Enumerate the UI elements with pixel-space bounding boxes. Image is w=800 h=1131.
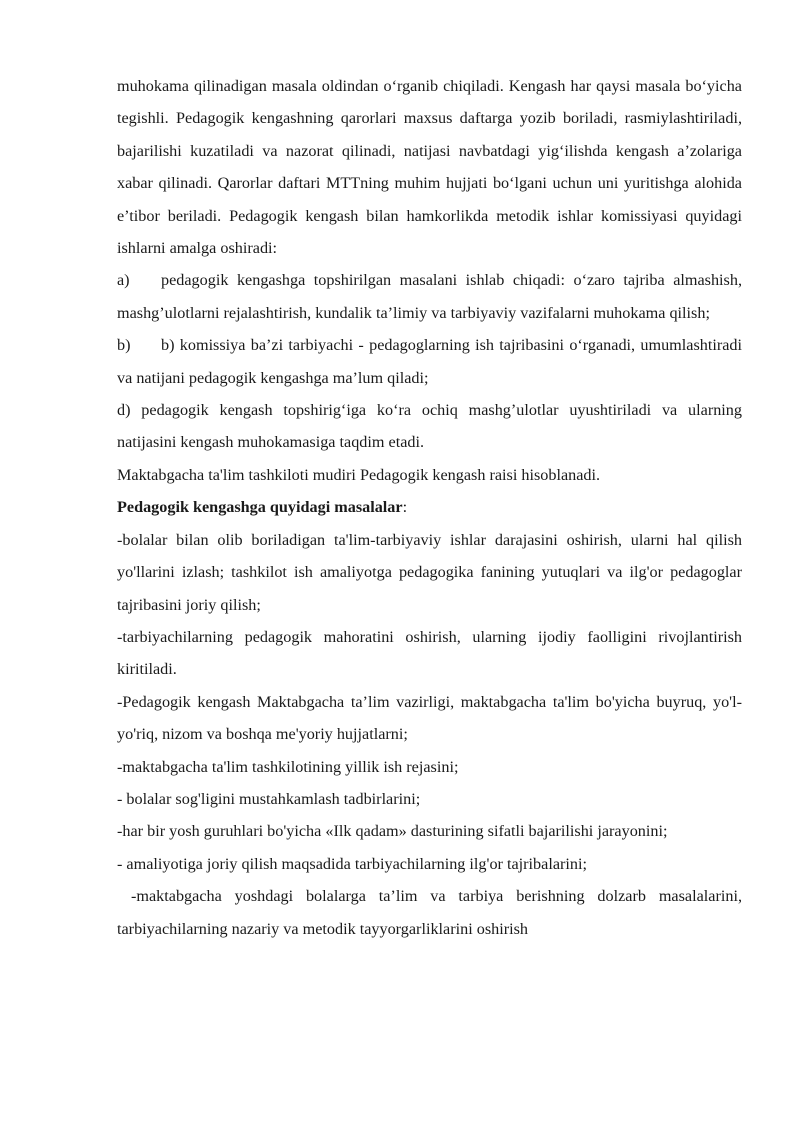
- list-item: -bolalar bilan olib boriladigan ta'lim-tarbiyaviy ishlar darajasini oshirish, ularni hal qilish yo'llarini izlash; tashkilot ish amaliyotga pedagogika fanining yutuqlari va ilg'or pedagoglar tajribasini joriy qilish;: [117, 530, 742, 614]
- list-item: - amaliyotiga joriy qilish maqsadida tarbiyachilarning ilg'or tajribalarini;: [117, 854, 587, 873]
- list-item: -tarbiyachilarning pedagogik mahoratini oshirish, ularning ijodiy faolligini rivojlantirish kiritiladi.: [117, 627, 742, 679]
- document-page: [117, 70, 742, 945]
- final-paragraph: -maktabgacha yoshdagi bolalarga ta’lim va tarbiya berishning dolzarb masalalarini, tarbiyachilarning nazariy va metodik tayyorgarliklarini oshirish: [117, 887, 742, 938]
- list-item: -Pedagogik kengash Maktabgacha ta’lim vazirligi, maktabgacha ta'lim bo'yicha buyruq, yo'l-yo'riq, nizom va boshqa me'yoriy hujjatlarni;: [117, 692, 742, 744]
- section-heading-colon: :: [402, 498, 408, 517]
- section-heading: [117, 491, 742, 523]
- chair-paragraph: Maktabgacha ta'lim tashkiloti mudiri Pedagogik kengash raisi hisoblanadi.: [117, 465, 601, 484]
- list-marker-b: b): [117, 336, 131, 355]
- list-item-a: [117, 264, 742, 329]
- section-heading-bold: Pedagogik kengashga quyidagi masalalar: [117, 498, 403, 517]
- list-item: -har bir yosh guruhlari bo'yicha «Ilk qadam» dasturining sifatli bajarilishi jarayonini;: [117, 822, 668, 841]
- intro-paragraph: muhokama qilinadigan masala oldindan o‘rganib chiqiladi. Kengash har qaysi masala bo‘yicha tegishli. Pedagogik kengashning qarorlari maxsus daftarga yozib boriladi, rasmiylashtiriladi, bajarilishi kuzatiladi va nazorat qilinadi, natijasi navbatdagi yig‘ilishda kengash a’zolariga xabar qilinadi. Qarorlar daftari MTTning muhim hujjati bo‘lgani uchun uni yuritishga alohida e’tibor beriladi. Pedagogik kengash bilan hamkorlikda metodik ishlar komissiyasi quyidagi ishlarni amalga oshiradi:: [117, 77, 742, 258]
- list-item: -maktabgacha ta'lim tashkilotining yillik ish rejasini;: [117, 757, 459, 776]
- list-item-a-text: pedagogik kengashga topshirilgan masalani ishlab chiqadi: o‘zaro tajriba almashish, mashg’ulotlarni rejalashtirish, kundalik ta’limiy va tarbiyaviy vazifalarni muhokama qilish;: [117, 271, 742, 322]
- list-marker-a: a): [117, 271, 130, 290]
- list-item-d: d) pedagogik kengash topshirig‘iga ko‘ra ochiq mashg’ulotlar uyushtiriladi va ularning natijasini kengash muhokamasiga taqdim etadi.: [117, 401, 742, 452]
- list-item-b-text: b) komissiya ba’zi tarbiyachi - pedagoglarning ish tajribasini o‘rganadi, umumlashtiradi va natijani pedagogik kengashga ma’lum qiladi;: [117, 336, 742, 387]
- list-item: - bolalar sog'ligini mustahkamlash tadbirlarini;: [117, 789, 421, 808]
- list-item-b: [117, 329, 742, 394]
